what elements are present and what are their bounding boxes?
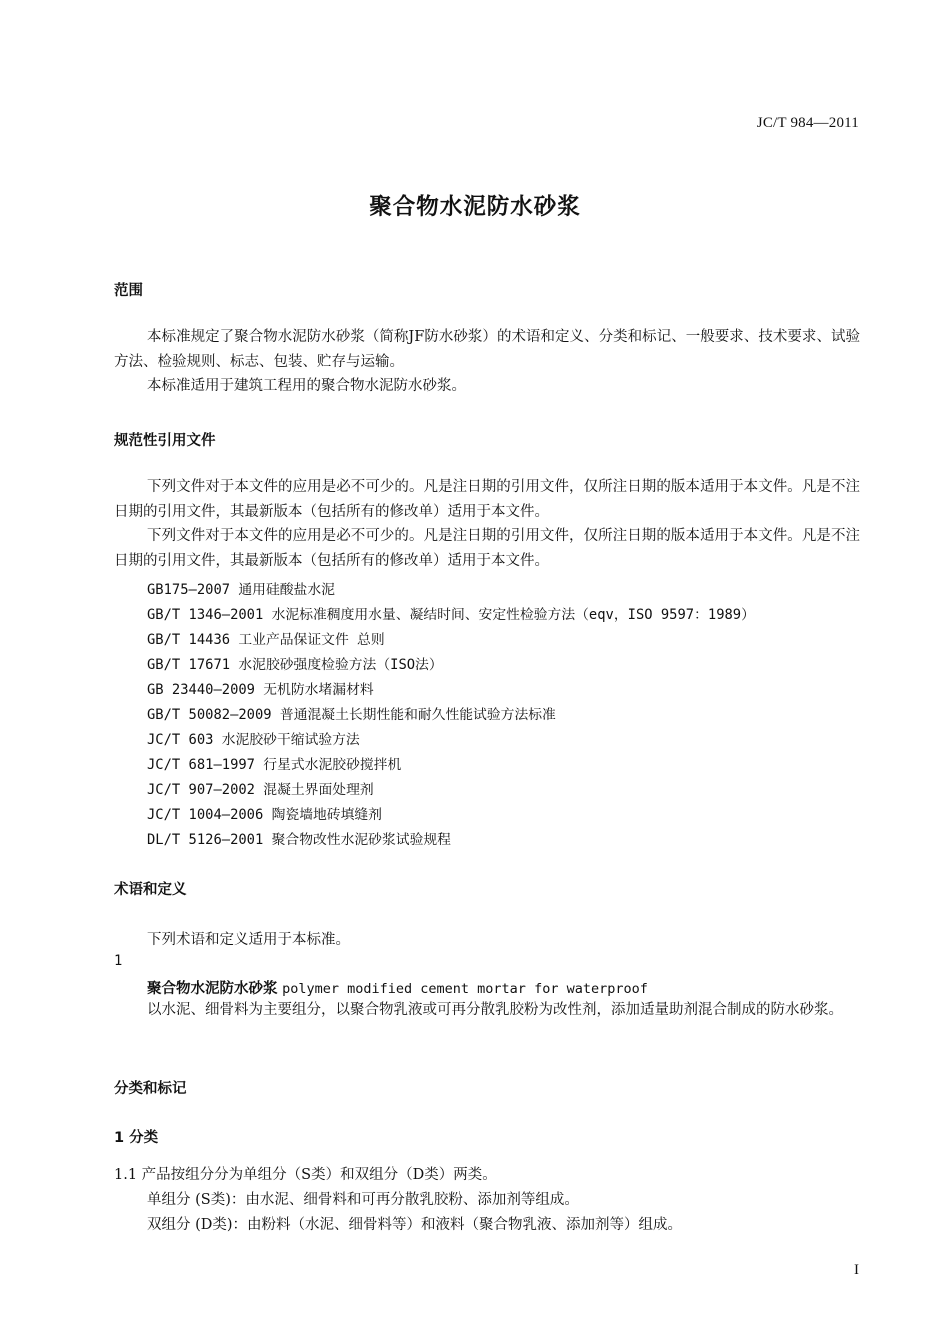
- section-heading-classification: 分类和标记: [114, 1081, 187, 1097]
- reference-item: JC/T 1004—2006 陶瓷墙地砖填缝剂: [147, 807, 382, 823]
- double-component-desc: 双组分 (D类)：由粉料（水泥、细骨料等）和液料（聚合物乳液、添加剂等）组成。: [147, 1217, 683, 1233]
- reference-item: GB/T 17671 水泥胶砂强度检验方法（ISO法）: [147, 657, 443, 673]
- single-component-desc: 单组分 (S类)：由水泥、细骨料和可再分散乳胶粉、添加剂等组成。: [147, 1192, 579, 1208]
- reference-item: JC/T 681—1997 行星式水泥胶砂搅拌机: [147, 757, 402, 773]
- reference-item: GB/T 14436 工业产品保证文件 总则: [147, 632, 385, 648]
- reference-item: GB/T 50082—2009 普通混凝土长期性能和耐久性能试验方法标准: [147, 707, 556, 723]
- document-title: 聚合物水泥防水砂浆: [369, 194, 581, 220]
- reference-item: JC/T 907—2002 混凝土界面处理剂: [147, 782, 374, 798]
- subsection-heading-classification: 1 分类: [114, 1130, 159, 1146]
- reference-item: JC/T 603 水泥胶砂干缩试验方法: [147, 732, 360, 748]
- term-entry: [147, 977, 648, 998]
- term-chinese: 聚合物水泥防水砂浆: [147, 981, 278, 997]
- scope-paragraph-2-text: 本标准适用于建筑工程用的聚合物水泥防水砂浆。: [147, 378, 466, 394]
- section-heading-scope: 范围: [114, 283, 143, 299]
- term-english: polymer modified cement mortar for waterproof: [282, 981, 648, 997]
- terms-intro: 下列术语和定义适用于本标准。: [147, 932, 350, 948]
- term-definition: [114, 998, 860, 1023]
- reference-item: GB 23440—2009 无机防水堵漏材料: [147, 682, 374, 698]
- scope-paragraph-1: [114, 325, 860, 374]
- section-heading-terms: 术语和定义: [114, 882, 187, 898]
- normative-paragraph-2-text: 下列文件对于本文件的应用是必不可少的。凡是注日期的引用文件，仅所注日期的版本适用于本文件。凡是不注日期的引用文件，其最新版本（包括所有的修改单）适用于本文件。: [114, 528, 860, 569]
- reference-item: GB175—2007 通用硅酸盐水泥: [147, 582, 335, 598]
- reference-item: GB/T 1346—2001 水泥标准稠度用水量、凝结时间、安定性检验方法（eqv，ISO 9597：1989）: [147, 607, 755, 623]
- section-heading-normative: 规范性引用文件: [114, 433, 216, 449]
- scope-paragraph-1-text: 本标准规定了聚合物水泥防水砂浆（简称JF防水砂浆）的术语和定义、分类和标记、一般要求、技术要求、试验方法、检验规则、标志、包装、贮存与运输。: [114, 329, 860, 370]
- normative-paragraph-1-text: 下列文件对于本文件的应用是必不可少的。凡是注日期的引用文件，仅所注日期的版本适用于本文件。凡是不注日期的引用文件，其最新版本（包括所有的修改单）适用于本文件。: [114, 479, 860, 520]
- clause-1-1: 1.1 产品按组分分为单组分（S类）和双组分（D类）两类。: [114, 1167, 497, 1183]
- term-definition-text: 以水泥、细骨料为主要组分，以聚合物乳液或可再分散乳胶粉为改性剂，添加适量助剂混合制成的防水砂浆。: [147, 1002, 843, 1018]
- normative-paragraph-1: [114, 475, 860, 524]
- standard-number: JC/T 984—2011: [756, 115, 859, 131]
- page-number: I: [854, 1262, 859, 1278]
- reference-item: DL/T 5126—2001 聚合物改性水泥砂浆试验规程: [147, 832, 451, 848]
- scope-paragraph-2: [114, 374, 860, 399]
- term-number: 1: [114, 953, 123, 969]
- normative-paragraph-2: [114, 524, 860, 573]
